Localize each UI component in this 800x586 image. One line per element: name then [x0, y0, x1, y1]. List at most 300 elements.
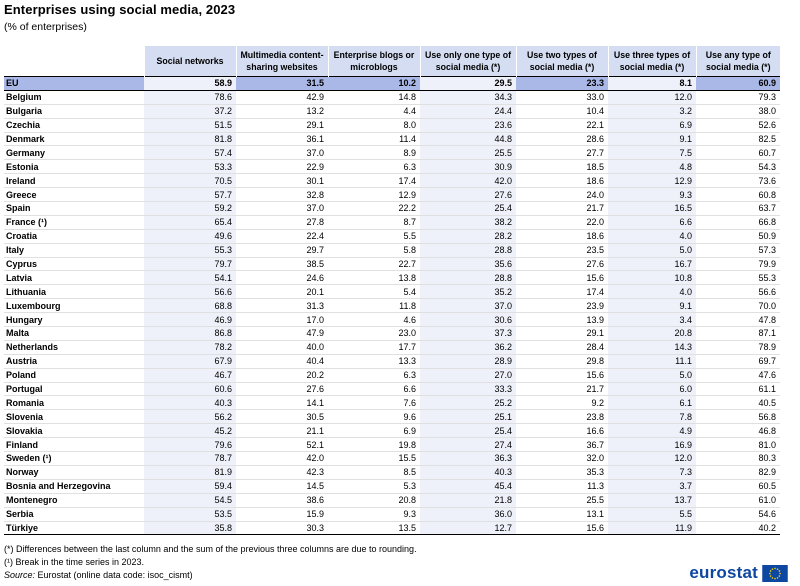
flag-star: [770, 570, 772, 572]
value-cell: 56.6: [696, 285, 780, 299]
flag-star: [772, 577, 774, 579]
country-cell: Poland: [4, 368, 144, 382]
flag-star: [774, 577, 776, 579]
value-cell: 16.9: [608, 438, 696, 452]
value-cell: 8.7: [328, 215, 420, 229]
table-row: [4, 174, 780, 188]
value-cell: 4.4: [328, 104, 420, 118]
value-cell: 80.3: [696, 452, 780, 466]
value-cell: 33.0: [516, 90, 608, 104]
value-cell: 81.9: [144, 465, 236, 479]
value-cell: 23.8: [516, 410, 608, 424]
value-cell: 45.2: [144, 424, 236, 438]
country-cell: Luxembourg: [4, 299, 144, 313]
value-cell: 13.5: [328, 521, 420, 535]
country-cell: Belgium: [4, 90, 144, 104]
value-cell: 54.5: [144, 493, 236, 507]
value-cell: 47.9: [236, 327, 328, 341]
source-line: [4, 569, 417, 582]
value-cell: 7.8: [608, 410, 696, 424]
column-header: Use any type of social media (*): [696, 46, 780, 77]
value-cell: 37.3: [420, 327, 516, 341]
value-cell: 3.7: [608, 479, 696, 493]
table-row: [4, 90, 780, 104]
value-cell: 46.7: [144, 368, 236, 382]
table-row: [4, 257, 780, 271]
value-cell: 81.0: [696, 438, 780, 452]
value-cell: 14.8: [328, 90, 420, 104]
value-cell: 42.3: [236, 465, 328, 479]
value-cell: 13.9: [516, 313, 608, 327]
value-cell: 35.3: [516, 465, 608, 479]
table-row: [4, 452, 780, 466]
value-cell: 27.6: [236, 382, 328, 396]
value-cell: 15.5: [328, 452, 420, 466]
value-cell: 44.8: [420, 132, 516, 146]
value-cell: 46.9: [144, 313, 236, 327]
value-cell: 4.9: [608, 424, 696, 438]
value-cell: 23.9: [516, 299, 608, 313]
value-cell: 32.0: [516, 452, 608, 466]
value-cell: 70.5: [144, 174, 236, 188]
country-cell: Sweden (¹): [4, 452, 144, 466]
value-cell: 28.9: [420, 354, 516, 368]
value-cell: 78.7: [144, 452, 236, 466]
country-cell: Romania: [4, 396, 144, 410]
value-cell: 66.8: [696, 215, 780, 229]
value-cell: 27.4: [420, 438, 516, 452]
value-cell: 18.5: [516, 160, 608, 174]
value-cell: 5.8: [328, 243, 420, 257]
country-cell: Türkiye: [4, 521, 144, 535]
table-row: [4, 410, 780, 424]
value-cell: 68.8: [144, 299, 236, 313]
value-cell: 29.7: [236, 243, 328, 257]
value-cell: 24.4: [420, 104, 516, 118]
country-cell: Italy: [4, 243, 144, 257]
logo-text: eurostat: [689, 563, 758, 582]
value-cell: 47.6: [696, 368, 780, 382]
value-cell: 6.9: [328, 424, 420, 438]
value-cell: 11.4: [328, 132, 420, 146]
value-cell: 28.8: [420, 243, 516, 257]
value-cell: 42.0: [236, 452, 328, 466]
value-cell: 40.3: [144, 396, 236, 410]
value-cell: 51.5: [144, 118, 236, 132]
value-cell: 28.6: [516, 132, 608, 146]
country-cell: Norway: [4, 465, 144, 479]
value-cell: 82.5: [696, 132, 780, 146]
value-cell: 12.0: [608, 452, 696, 466]
value-cell: 15.9: [236, 507, 328, 521]
table-row: [4, 188, 780, 202]
value-cell: 7.6: [328, 396, 420, 410]
value-cell: 8.5: [328, 465, 420, 479]
value-cell: 56.6: [144, 285, 236, 299]
country-cell: Finland: [4, 438, 144, 452]
country-cell: Montenegro: [4, 493, 144, 507]
table-row: [4, 285, 780, 299]
value-cell: 27.7: [516, 146, 608, 160]
value-cell: 24.0: [516, 188, 608, 202]
value-cell: 14.5: [236, 479, 328, 493]
value-cell: 57.3: [696, 243, 780, 257]
value-cell: 73.6: [696, 174, 780, 188]
value-cell: 28.4: [516, 340, 608, 354]
value-cell: 54.1: [144, 271, 236, 285]
table-header-row: [4, 46, 780, 77]
value-cell: 45.4: [420, 479, 516, 493]
value-cell: 11.9: [608, 521, 696, 535]
country-cell: Germany: [4, 146, 144, 160]
value-cell: 35.8: [144, 521, 236, 535]
value-cell: 38.5: [236, 257, 328, 271]
value-cell: 20.8: [608, 327, 696, 341]
value-cell: 36.2: [420, 340, 516, 354]
value-cell: 30.1: [236, 174, 328, 188]
value-cell: 6.3: [328, 368, 420, 382]
eurostat-logo: [689, 563, 788, 583]
country-cell: Netherlands: [4, 340, 144, 354]
flag-star: [779, 572, 781, 574]
value-cell: 6.1: [608, 396, 696, 410]
value-cell: 20.2: [236, 368, 328, 382]
value-cell: 14.3: [608, 340, 696, 354]
value-cell: 19.8: [328, 438, 420, 452]
value-cell: 33.3: [420, 382, 516, 396]
value-cell: 22.2: [328, 202, 420, 216]
source-label: Source:: [4, 570, 36, 580]
value-cell: 9.3: [328, 507, 420, 521]
value-cell: 4.8: [608, 160, 696, 174]
value-cell: 18.6: [516, 174, 608, 188]
value-cell: 16.7: [608, 257, 696, 271]
table-row: [4, 118, 780, 132]
footnotes: [4, 543, 417, 582]
value-cell: 31.5: [236, 77, 328, 91]
table-row: [4, 215, 780, 229]
value-cell: 60.9: [696, 77, 780, 91]
value-cell: 23.5: [516, 243, 608, 257]
value-cell: 70.0: [696, 299, 780, 313]
value-cell: 27.6: [516, 257, 608, 271]
value-cell: 22.1: [516, 118, 608, 132]
value-cell: 6.0: [608, 382, 696, 396]
value-cell: 69.7: [696, 354, 780, 368]
country-cell: Croatia: [4, 229, 144, 243]
value-cell: 40.0: [236, 340, 328, 354]
country-cell: Spain: [4, 202, 144, 216]
value-cell: 24.6: [236, 271, 328, 285]
header-corner: [4, 46, 144, 77]
country-cell: Slovakia: [4, 424, 144, 438]
country-cell: Hungary: [4, 313, 144, 327]
value-cell: 38.6: [236, 493, 328, 507]
value-cell: 29.8: [516, 354, 608, 368]
value-cell: 86.8: [144, 327, 236, 341]
table-row: [4, 465, 780, 479]
value-cell: 3.4: [608, 313, 696, 327]
value-cell: 32.8: [236, 188, 328, 202]
value-cell: 15.6: [516, 521, 608, 535]
value-cell: 37.0: [420, 299, 516, 313]
country-cell: Greece: [4, 188, 144, 202]
country-cell: Bulgaria: [4, 104, 144, 118]
value-cell: 7.5: [608, 146, 696, 160]
value-cell: 9.6: [328, 410, 420, 424]
table-row-eu: [4, 77, 780, 91]
value-cell: 5.5: [328, 229, 420, 243]
value-cell: 52.6: [696, 118, 780, 132]
table-row: [4, 479, 780, 493]
table-row: [4, 382, 780, 396]
flag-star: [779, 570, 781, 572]
value-cell: 27.8: [236, 215, 328, 229]
value-cell: 6.9: [608, 118, 696, 132]
table-row: [4, 327, 780, 341]
table-row: [4, 340, 780, 354]
value-cell: 5.4: [328, 285, 420, 299]
country-cell: Cyprus: [4, 257, 144, 271]
value-cell: 56.2: [144, 410, 236, 424]
value-cell: 42.9: [236, 90, 328, 104]
value-cell: 9.2: [516, 396, 608, 410]
country-cell: Czechia: [4, 118, 144, 132]
value-cell: 87.1: [696, 327, 780, 341]
value-cell: 22.7: [328, 257, 420, 271]
table-row: [4, 313, 780, 327]
value-cell: 12.9: [608, 174, 696, 188]
value-cell: 38.0: [696, 104, 780, 118]
country-cell: EU: [4, 77, 144, 91]
footnote-break: (¹) Break in the time series in 2023.: [4, 557, 145, 567]
value-cell: 17.4: [328, 174, 420, 188]
value-cell: 21.7: [516, 202, 608, 216]
value-cell: 29.1: [236, 118, 328, 132]
value-cell: 34.3: [420, 90, 516, 104]
value-cell: 30.5: [236, 410, 328, 424]
value-cell: 30.6: [420, 313, 516, 327]
country-cell: Bosnia and Herzegovina: [4, 479, 144, 493]
value-cell: 10.2: [328, 77, 420, 91]
value-cell: 36.7: [516, 438, 608, 452]
value-cell: 30.9: [420, 160, 516, 174]
value-cell: 6.6: [328, 382, 420, 396]
value-cell: 4.6: [328, 313, 420, 327]
value-cell: 11.1: [608, 354, 696, 368]
value-cell: 27.0: [420, 368, 516, 382]
value-cell: 10.8: [608, 271, 696, 285]
country-cell: Portugal: [4, 382, 144, 396]
page-title: Enterprises using social media, 2023: [4, 2, 236, 17]
value-cell: 40.4: [236, 354, 328, 368]
value-cell: 49.6: [144, 229, 236, 243]
value-cell: 22.9: [236, 160, 328, 174]
value-cell: 40.5: [696, 396, 780, 410]
value-cell: 55.3: [696, 271, 780, 285]
value-cell: 13.3: [328, 354, 420, 368]
value-cell: 12.0: [608, 90, 696, 104]
value-cell: 81.8: [144, 132, 236, 146]
value-cell: 12.7: [420, 521, 516, 535]
value-cell: 60.7: [696, 146, 780, 160]
value-cell: 28.8: [420, 271, 516, 285]
data-table: [4, 46, 780, 535]
table-row: [4, 271, 780, 285]
value-cell: 5.5: [608, 507, 696, 521]
value-cell: 29.1: [516, 327, 608, 341]
value-cell: 61.0: [696, 493, 780, 507]
flag-star: [769, 572, 771, 574]
value-cell: 67.9: [144, 354, 236, 368]
column-header: Social networks: [144, 46, 236, 77]
flag-star: [777, 577, 779, 579]
column-header: Multimedia content-sharing websites: [236, 46, 328, 77]
value-cell: 36.1: [236, 132, 328, 146]
page-subtitle: (% of enterprises): [4, 21, 87, 33]
country-cell: Malta: [4, 327, 144, 341]
value-cell: 25.1: [420, 410, 516, 424]
value-cell: 28.2: [420, 229, 516, 243]
value-cell: 25.4: [420, 424, 516, 438]
value-cell: 14.1: [236, 396, 328, 410]
country-cell: France (¹): [4, 215, 144, 229]
value-cell: 25.5: [420, 146, 516, 160]
value-cell: 61.1: [696, 382, 780, 396]
value-cell: 29.5: [420, 77, 516, 91]
value-cell: 9.3: [608, 188, 696, 202]
value-cell: 13.8: [328, 271, 420, 285]
value-cell: 57.4: [144, 146, 236, 160]
value-cell: 8.0: [328, 118, 420, 132]
value-cell: 53.5: [144, 507, 236, 521]
value-cell: 11.8: [328, 299, 420, 313]
country-cell: Ireland: [4, 174, 144, 188]
table-row: [4, 243, 780, 257]
value-cell: 78.6: [144, 90, 236, 104]
value-cell: 22.0: [516, 215, 608, 229]
country-cell: Austria: [4, 354, 144, 368]
value-cell: 6.6: [608, 215, 696, 229]
table-row: [4, 438, 780, 452]
value-cell: 36.3: [420, 452, 516, 466]
value-cell: 40.2: [696, 521, 780, 535]
value-cell: 11.3: [516, 479, 608, 493]
value-cell: 42.0: [420, 174, 516, 188]
value-cell: 22.4: [236, 229, 328, 243]
value-cell: 23.6: [420, 118, 516, 132]
value-cell: 37.0: [236, 202, 328, 216]
value-cell: 35.6: [420, 257, 516, 271]
value-cell: 59.2: [144, 202, 236, 216]
table-row: [4, 299, 780, 313]
value-cell: 55.3: [144, 243, 236, 257]
table-row: [4, 424, 780, 438]
value-cell: 38.2: [420, 215, 516, 229]
value-cell: 21.7: [516, 382, 608, 396]
table-row: [4, 507, 780, 521]
value-cell: 8.1: [608, 77, 696, 91]
value-cell: 18.6: [516, 229, 608, 243]
value-cell: 79.6: [144, 438, 236, 452]
table-row: [4, 521, 780, 535]
value-cell: 8.9: [328, 146, 420, 160]
source-text: Eurostat (online data code: isoc_cismt): [35, 570, 193, 580]
country-cell: Estonia: [4, 160, 144, 174]
column-header: Use three types of social media (*): [608, 46, 696, 77]
country-cell: Latvia: [4, 271, 144, 285]
value-cell: 9.1: [608, 132, 696, 146]
value-cell: 40.3: [420, 465, 516, 479]
value-cell: 27.6: [420, 188, 516, 202]
value-cell: 79.9: [696, 257, 780, 271]
table-row: [4, 132, 780, 146]
flag-star: [777, 568, 779, 570]
value-cell: 58.9: [144, 77, 236, 91]
value-cell: 59.4: [144, 479, 236, 493]
value-cell: 31.3: [236, 299, 328, 313]
table-row: [4, 493, 780, 507]
value-cell: 23.0: [328, 327, 420, 341]
value-cell: 25.4: [420, 202, 516, 216]
value-cell: 17.4: [516, 285, 608, 299]
value-cell: 54.6: [696, 507, 780, 521]
country-cell: Slovenia: [4, 410, 144, 424]
flag-background: [762, 565, 788, 582]
value-cell: 47.8: [696, 313, 780, 327]
value-cell: 13.2: [236, 104, 328, 118]
table-row: [4, 146, 780, 160]
value-cell: 20.1: [236, 285, 328, 299]
value-cell: 5.0: [608, 243, 696, 257]
country-cell: Serbia: [4, 507, 144, 521]
value-cell: 53.3: [144, 160, 236, 174]
value-cell: 9.1: [608, 299, 696, 313]
table-row: [4, 160, 780, 174]
value-cell: 78.2: [144, 340, 236, 354]
value-cell: 60.8: [696, 188, 780, 202]
value-cell: 7.3: [608, 465, 696, 479]
flag-star: [779, 575, 781, 577]
value-cell: 13.7: [608, 493, 696, 507]
value-cell: 65.4: [144, 215, 236, 229]
country-cell: Lithuania: [4, 285, 144, 299]
country-cell: Denmark: [4, 132, 144, 146]
value-cell: 25.5: [516, 493, 608, 507]
value-cell: 50.9: [696, 229, 780, 243]
table-row: [4, 354, 780, 368]
value-cell: 17.7: [328, 340, 420, 354]
value-cell: 35.2: [420, 285, 516, 299]
value-cell: 63.7: [696, 202, 780, 216]
value-cell: 79.7: [144, 257, 236, 271]
value-cell: 30.3: [236, 521, 328, 535]
table-body: [4, 77, 780, 535]
value-cell: 16.5: [608, 202, 696, 216]
table-row: [4, 396, 780, 410]
column-header: Enterprise blogs or microblogs: [328, 46, 420, 77]
value-cell: 5.3: [328, 479, 420, 493]
value-cell: 37.0: [236, 146, 328, 160]
value-cell: 78.9: [696, 340, 780, 354]
table-row: [4, 229, 780, 243]
value-cell: 79.3: [696, 90, 780, 104]
value-cell: 12.9: [328, 188, 420, 202]
value-cell: 4.0: [608, 229, 696, 243]
value-cell: 25.2: [420, 396, 516, 410]
column-header: Use two types of social media (*): [516, 46, 608, 77]
table-row: [4, 202, 780, 216]
